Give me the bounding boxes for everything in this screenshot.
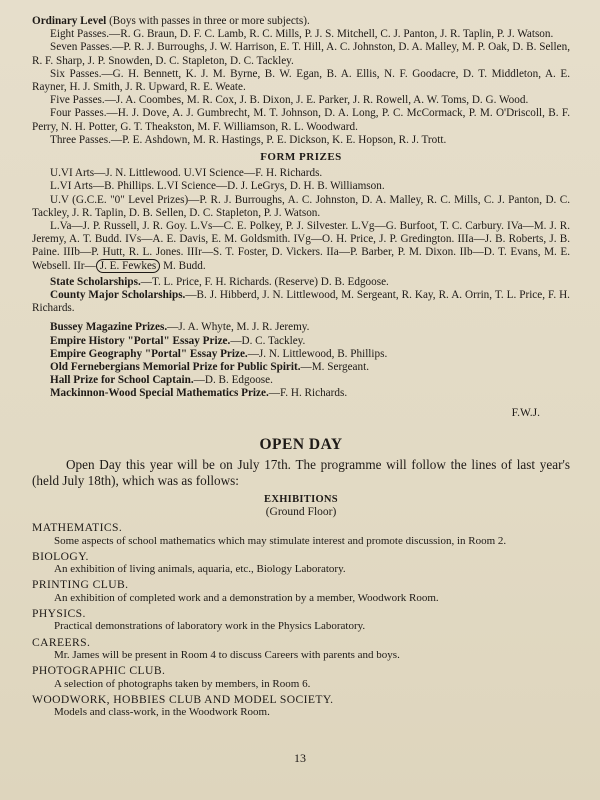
ordinary-level-note: (Boys with passes in three or more subjects).: [106, 15, 310, 27]
form-prize-line: L.VI Arts—B. Phillips. L.VI Science—D. J. LeGrys, D. H. B. Williamson.: [50, 180, 385, 193]
six-passes: Six Passes.—G. H. Bennett, K. J. M. Byrne, B. W. Egan, B. A. Ellis, N. F. Goodacre, D. T. Middleton, A. E. Rayner, H. J. Smith, J. R. Upward, R. E. Weate.: [32, 67, 570, 94]
section-description: Practical demonstrations of laboratory work in the Physics Laboratory.: [54, 620, 366, 633]
special-prize-text: —D. B. Edgoose.: [193, 374, 273, 387]
section-heading: BIOLOGY.: [32, 549, 89, 563]
special-prize-label: Empire Geography "Portal" Essay Prize.: [50, 347, 248, 360]
section-description: An exhibition of completed work and a demonstration by a member, Woodwork Room.: [54, 591, 439, 604]
special-prize-label: Mackinnon-Wood Special Mathematics Prize.: [50, 387, 269, 400]
special-prize: [32, 387, 570, 400]
eight-passes: Eight Passes.—R. G. Braun, D. F. C. Lamb, R. C. Mills, P. J. S. Mitchell, C. J. Panton, J. R. Taplin, P. J. Watson.: [50, 28, 554, 41]
special-prize: [32, 335, 570, 348]
form-prize-lower-end: M. Budd.: [160, 259, 206, 272]
special-prize-text: —F. H. Richards.: [268, 387, 348, 400]
state-scholarships-text: —T. L. Price, F. H. Richards. (Reserve) D. B. Edgoose.: [140, 275, 389, 288]
exhibitions-heading: EXHIBITIONS: [264, 494, 338, 506]
special-prize: [32, 348, 570, 361]
four-passes: Four Passes.—H. J. Dove, A. J. Gumbrecht, M. T. Johnson, D. A. Long, P. C. McCormack, P. M. O'Driscoll, B. F. Perry, N. H. Potter, G. T. Theakston, M. F. Williamson, R. L. Woodward.: [32, 107, 570, 133]
state-scholarships: [32, 276, 570, 289]
special-prize-label: Hall Prize for School Captain.: [50, 374, 194, 387]
state-scholarships-label: State Scholarships.: [50, 275, 141, 288]
special-prize: [32, 374, 570, 387]
county-scholarships-label: County Major Scholarships.: [50, 289, 186, 302]
section-heading: WOODWORK, HOBBIES CLUB AND MODEL SOCIETY.: [32, 692, 334, 706]
circled-name: J. E. Fewkes: [96, 259, 161, 273]
special-prize-text: —J. N. Littlewood, B. Phillips.: [247, 347, 388, 360]
special-prize-text: —D. C. Tackley.: [230, 334, 306, 347]
page-number: 13: [294, 751, 306, 765]
section-description: Mr. James will be present in Room 4 to discuss Careers with parents and boys.: [54, 648, 400, 661]
form-prize-line: U.VI Arts—J. N. Littlewood. U.VI Science—F. H. Richards.: [50, 167, 323, 180]
section-description: Models and class-work, in the Woodwork Room.: [54, 706, 270, 719]
section-heading: PHYSICS.: [32, 606, 86, 620]
section-description: A selection of photographs taken by members, in Room 6.: [54, 677, 311, 690]
form-prize-lower-forms: [32, 220, 570, 273]
ordinary-level-heading: [32, 15, 570, 28]
signature-initials: F.W.J.: [511, 406, 540, 419]
section-heading: CAREERS.: [32, 635, 91, 649]
ordinary-level-label: Ordinary Level: [32, 15, 107, 27]
section-heading: MATHEMATICS.: [32, 521, 123, 535]
three-passes: Three Passes.—P. E. Ashdown, M. R. Hastings, P. E. Dickson, K. E. Hopson, R. J. Trott.: [50, 133, 447, 146]
section-description: An exhibition of living animals, aquaria, etc., Biology Laboratory.: [54, 563, 346, 576]
special-prize-text: —M. Sergeant.: [300, 361, 370, 374]
special-prize-label: Bussey Magazine Prizes.: [50, 321, 168, 334]
five-passes: Five Passes.—J. A. Coombes, M. R. Cox, J. B. Dixon, J. E. Parker, J. R. Rowell, A. W. Toms, D. G. Wood.: [50, 94, 529, 107]
county-scholarships: [32, 289, 570, 315]
form-prize-lower-text: L.Va—J. P. Russell, J. R. Goy. L.Vs—C. E. Polkey, P. J. Silvester. L.Vg—G. Burfoot, T. C. Carbury. IVa—M. J. R. Jeremy, A. T. Budd. IVs—A. E. Davis, E. M. Goldsmith. IVg—O. H. Price, J. P. Gredington. IIIa—J. B. Roberts, J. B. Paine. IIIb—P. Hutt, R. L. Jones. IIIr—S. T. Foster, D. Vickers. IIa—P. Barber, P. M. Dixon. IIb—D. T. Evans, M. E. Websell. IIr—: [32, 220, 570, 272]
seven-passes: Seven Passes.—P. R. J. Burroughs, J. W. Harrison, E. T. Hill, A. C. Johnston, D. A. Malley, M. P. Oak, D. B. Sellen, R. F. Sharp, J. P. Snowden, D. C. Stapleton, D. C. Tackley.: [32, 41, 570, 67]
special-prize: [32, 361, 570, 374]
special-prize: [32, 321, 570, 334]
form-prizes-heading: FORM PRIZES: [260, 151, 342, 164]
special-prizes: [32, 321, 570, 400]
section-description: Some aspects of school mathematics which may stimulate interest and promote discussion, in Room 2.: [54, 534, 507, 547]
open-day-intro: Open Day this year will be on July 17th. The programme will follow the lines of last year's (held July 18th), which was as follows:: [32, 457, 570, 488]
special-prize-text: —J. A. Whyte, M. J. R. Jeremy.: [167, 321, 310, 334]
section-heading: PHOTOGRAPHIC CLUB.: [32, 664, 166, 678]
special-prize-label: Old Fernebergians Memorial Prize for Public Spirit.: [50, 361, 301, 374]
exhibition-sections: [32, 521, 570, 719]
open-day-title: OPEN DAY: [259, 435, 343, 453]
section-heading: PRINTING CLUB.: [32, 578, 129, 592]
form-prize-line: U.V (G.C.E. "0" Level Prizes)—P. R. J. Burroughs, A. C. Johnston, D. A. Malley, R. C. Mills, C. J. Panton, D. C. Tackley, J. R. Taplin, D. B. Sellen, D. C. Stapleton, P. J. Watson.: [32, 193, 570, 219]
special-prize-label: Empire History "Portal" Essay Prize.: [50, 334, 231, 347]
floor-subheading: (Ground Floor): [265, 506, 337, 519]
county-scholarships-text: —B. J. Hibberd, J. N. Littlewood, M. Sergeant, R. Kay, R. A. Orrin, T. L. Price, F. H. Richards.: [32, 289, 570, 315]
